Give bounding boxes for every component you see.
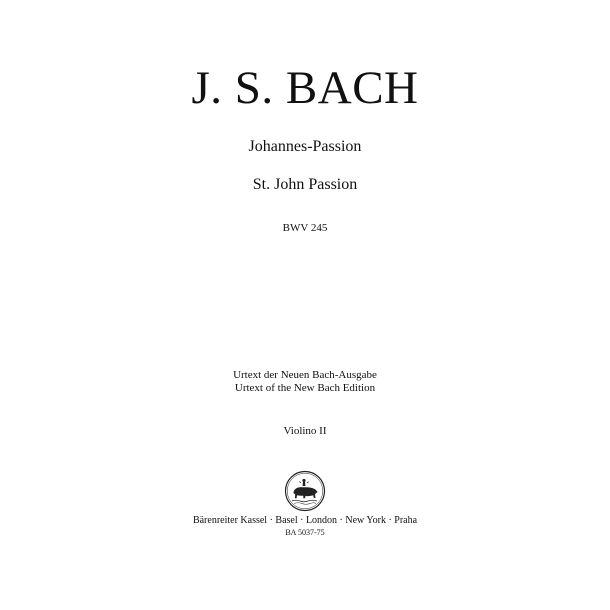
catalog-number: BWV 245 — [282, 222, 328, 234]
title-english: St. John Passion — [252, 176, 358, 193]
title-german: Johannes-Passion — [248, 138, 362, 155]
composer-name: J. S. BACH — [191, 62, 419, 114]
baerenreiter-bear-logo-icon — [284, 470, 326, 512]
order-number: BA 5037-75 — [285, 528, 325, 537]
urtext-note-english: Urtext of the New Bach Edition — [234, 382, 376, 394]
urtext-note-german: Urtext der Neuen Bach-Ausgabe — [233, 369, 377, 381]
instrument-part: Violino II — [283, 425, 327, 437]
publisher-line: Bärenreiter Kassel · Basel · London · New York · Praha — [192, 515, 418, 526]
